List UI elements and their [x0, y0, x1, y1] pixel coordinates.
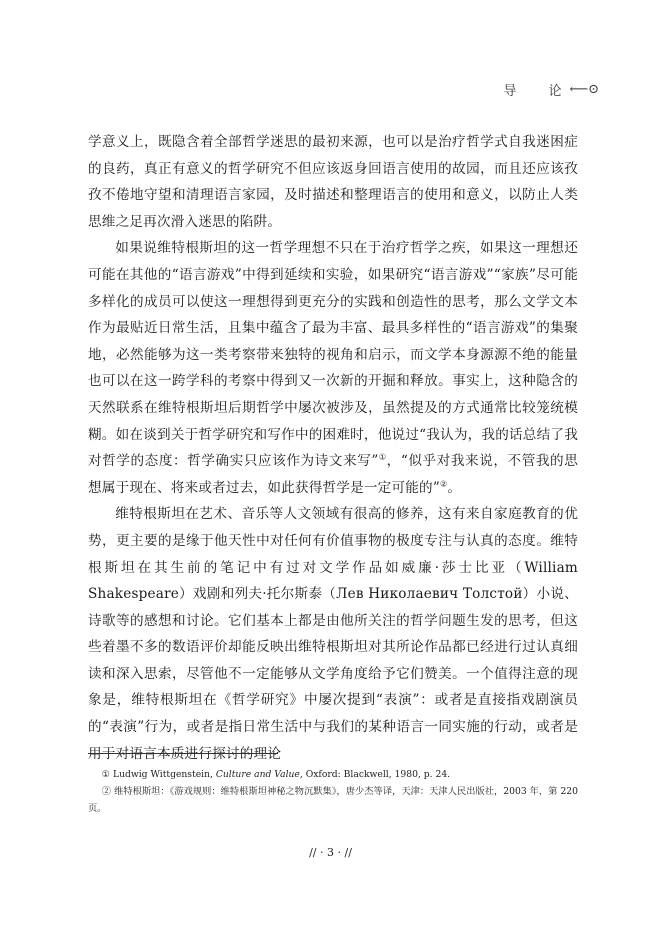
footnote-1-title: Culture and Value: [215, 769, 300, 780]
paragraph-text: ，“似乎对我来说，不管我的思想属于现在、将来或者过去，如此获得哲学是一定可能的”: [88, 453, 578, 496]
page-number: // · 3 · //: [309, 846, 352, 859]
footnote-1: [88, 766, 578, 783]
footnote-1-mark: ①: [101, 769, 111, 780]
footnote-2-mark: ②: [101, 786, 112, 797]
header-title: 导 论: [503, 84, 576, 99]
footnote-divider: [88, 753, 278, 754]
paragraph-wittgenstein-ideal: [88, 235, 578, 501]
footnotes: [88, 766, 578, 817]
footnote-1-author: Ludwig Wittgenstein,: [112, 769, 213, 780]
paragraph-arts-cultivation: 维特根斯坦在艺术、音乐等人文领域有很高的修养，这有来自家庭教育的优势，更主要的是缘于他天性中对任何有价值事物的极度专注与认真的态度。维特根斯坦在其生前的笔记中有过对文学作品如威廉·莎士比亚（William Shakespeare）戏剧和列夫·托尔斯泰（Лев Николаевич Толстой）小说、诗歌等的感想和讨论。它们基本上都是由他所关注的哲学问题生发的思考，但这些着墨不多的数语评价却能反映出维特根斯坦对其所论作品都已经进行过认真细读和深入思索，尽管他不一定能够从文学角度给予它们赞美。一个值得注意的现象是，维特根斯坦在《哲学研究》中屡次提到“表演”：或者是直接指戏剧演员的“表演”行为，或者是指日常生活中与我们的某种语言一同实施的行动，或者是用于对语言本质进行探讨的理论: [88, 506, 578, 762]
main-body-text: [88, 129, 578, 767]
paragraph-text: 。: [447, 479, 462, 496]
footnote-2-text: 维特根斯坦：《游戏规则：维特根斯坦神秘之物沉默集》，唐少杰等译，天津：天津人民出版社，2003 年，第 220 页。: [88, 786, 578, 814]
paragraph-text: 如果说维特根斯坦的这一哲学理想不只在于治疗哲学之疾，如果这一理想还可能在其他的“语言游戏”中得到延续和实验，如果研究“语言游戏”“家族”尽可能多样化的成员可以使这一理想得到更充分的实践和创造性的思考，那么文学文本作为最贴近日常生活，且集中蕴含了最为丰富、最具多样性的“语言游戏”的集聚地，必然能够为这一类考察带来独特的视角和启示，而文学本身源源不绝的能量也可以在这一跨学科的考察中得到又一次新的开掘和释放。事实上，这种隐含的天然联系在维特根斯坦后期哲学中屡次被涉及，虽然提及的方式通常比较笼统模糊。如在谈到关于哲学研究和写作中的困难时，他说过“我认为，我的话总结了我对哲学的态度：哲学确实只应该作为诗文来写”: [88, 240, 578, 470]
paragraph-continued: 学意义上，既隐含着全部哲学迷思的最初来源，也可以是治疗哲学式自我迷困症的良药，真正有意义的哲学研究不但应该返身回语言使用的故园，而且还应该孜孜不倦地守望和清理语言家园，及时描述和整理语言的使用和意义，以防止人类思维之足再次滑入迷思的陷阱。: [88, 134, 578, 230]
running-header: [503, 80, 599, 99]
footnote-mark-1[interactable]: ①: [378, 452, 387, 462]
footnote-1-rest: , Oxford: Blackwell, 1980, p. 24.: [299, 769, 451, 780]
footnote-mark-2[interactable]: ②: [440, 479, 448, 489]
header-ornament-icon: ⟵⊙: [569, 82, 599, 97]
footnote-2: [88, 783, 578, 817]
